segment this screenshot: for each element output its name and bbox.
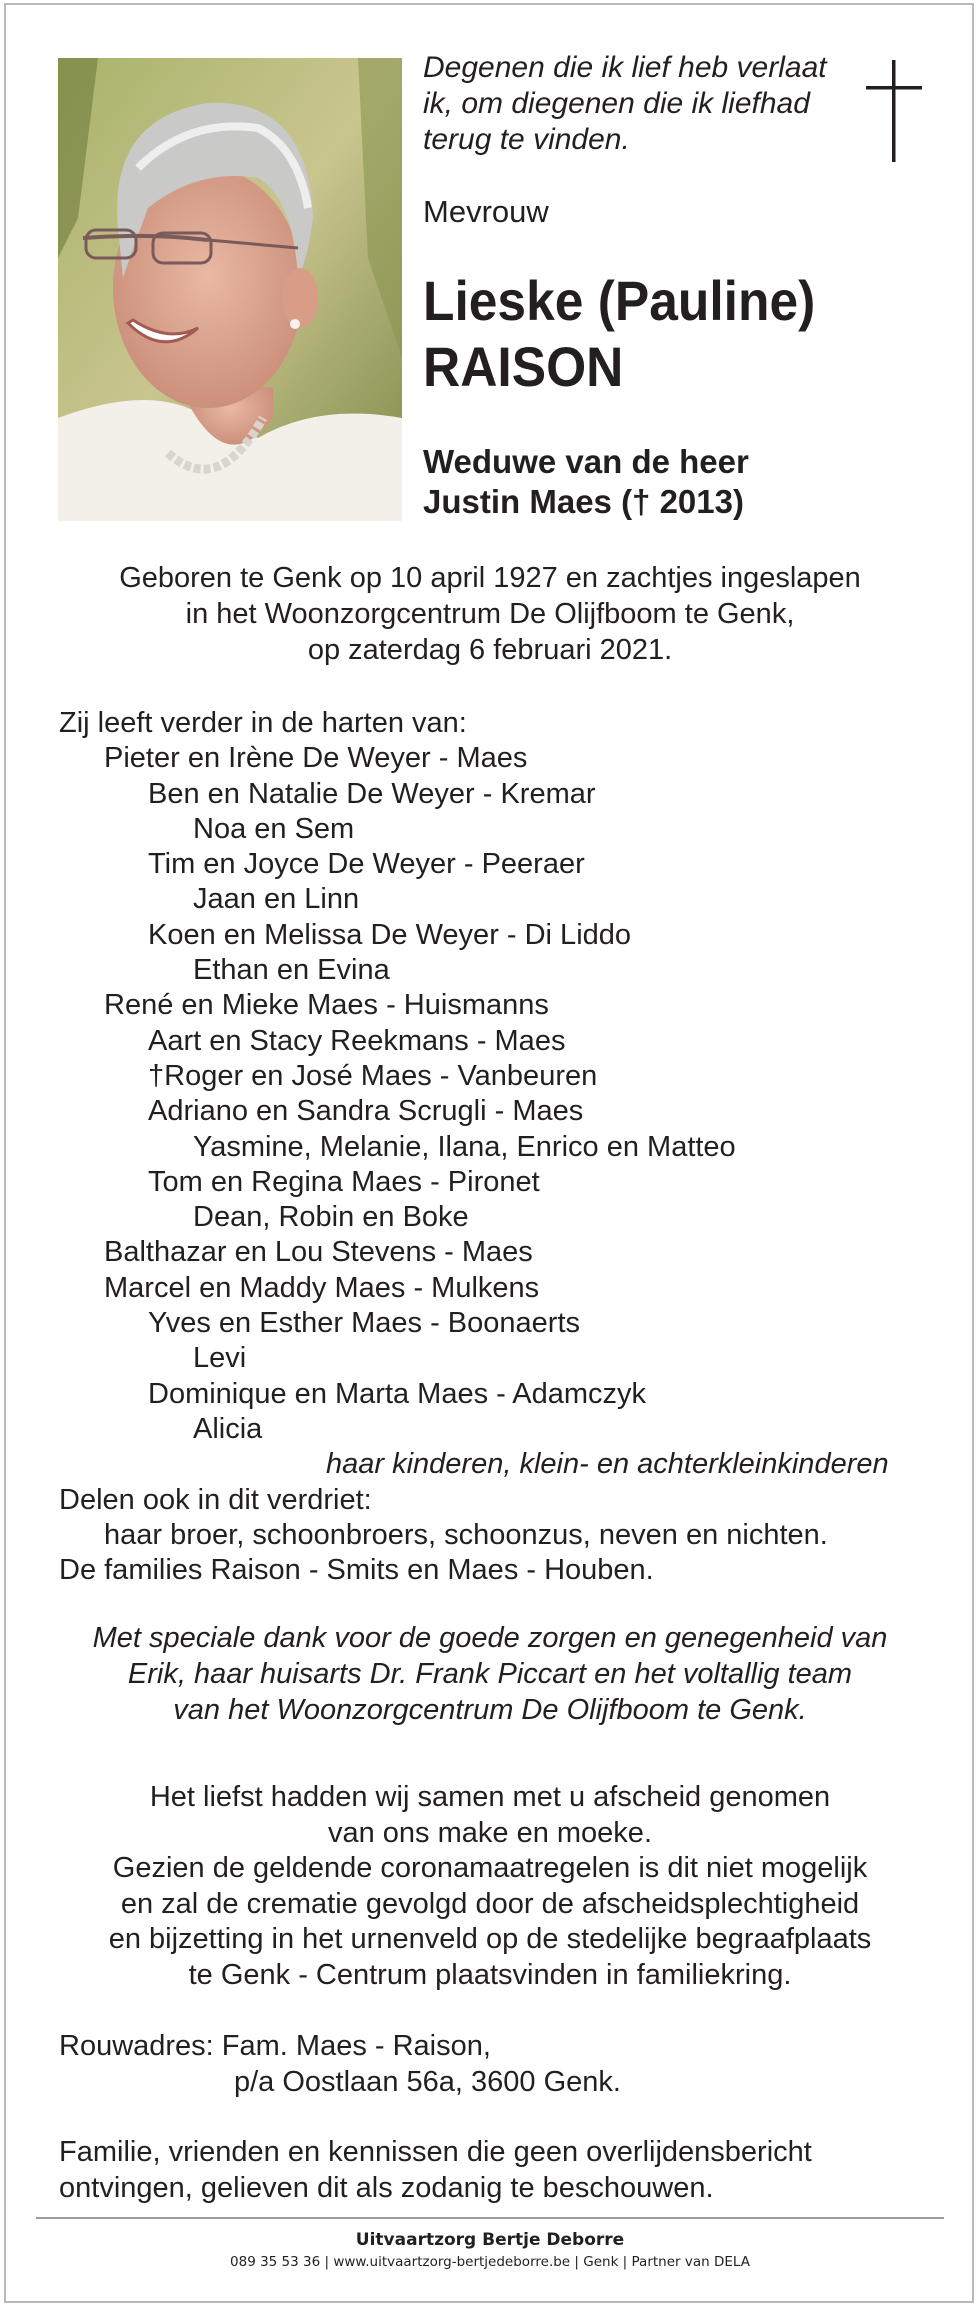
motto-line: terug te vinden. [423,123,630,156]
survivor-line: Dominique en Marta Maes - Adamczyk [148,1377,647,1410]
survivor-line: Yasmine, Melanie, Ilana, Enrico en Matteo [193,1130,736,1163]
survivors-list [59,706,949,1588]
survivor-line: Alicia [193,1412,263,1445]
notice-line: ontvingen, gelieven dit als zodanig te beschouwen. [59,2172,714,2204]
farewell-line: te Genk - Centrum plaatsvinden in familiekring. [188,1958,792,1991]
survivor-line: De families Raison - Smits en Maes - Houben. [59,1554,654,1587]
survivor-line: †Roger en José Maes - Vanbeuren [148,1059,598,1092]
survivor-line: Noa en Sem [193,812,355,845]
deceased-name [423,268,815,400]
survivor-line: Marcel en Maddy Maes - Mulkens [104,1271,540,1304]
survivor-line: haar broer, schoonbroers, schoonzus, neven en nichten. [104,1518,828,1551]
survivor-line: Zij leeft verder in de harten van: [59,707,467,739]
thanks-paragraph [40,1620,940,1728]
birth-line: in het Woonzorgcentrum De Olijfboom te Genk, [185,598,795,630]
funeral-home-name: Uitvaartzorg Bertje Deborre [355,2230,625,2250]
farewell-line: en bijzetting in het urnenveld op de stedelijke begraafplaats [108,1923,872,1955]
birth-death-statement [40,560,940,668]
thanks-line: Met speciale dank voor de goede zorgen en genegenheid van [92,1622,888,1654]
survivor-line: Ethan en Evina [193,954,390,987]
farewell-line: van ons make en moeke. [327,1816,652,1849]
survivor-line: Aart en Stacy Reekmans - Maes [148,1024,566,1057]
address-line: Rouwadres: Fam. Maes - Raison, [59,2030,491,2062]
farewell-line: en zal de crematie gevolgd door de afscheidsplechtigheid [120,1887,860,1920]
survivor-line: Tim en Joyce De Weyer - Peeraer [148,848,585,881]
thanks-line: Erik, haar huisarts Dr. Frank Piccart en het voltallig team [127,1658,853,1690]
notice-paragraph [59,2134,812,2206]
honorific: Mevrouw [423,194,549,229]
survivor-line: Pieter en Irène De Weyer - Maes [104,742,528,775]
farewell-paragraph [40,1780,940,1993]
spouse-line [423,442,749,522]
survivor-line: Adriano en Sandra Scrugli - Maes [148,1095,584,1128]
survivor-line: Ben en Natalie De Weyer - Kremar [148,777,596,810]
mourning-address [59,2028,621,2100]
notice-line: Familie, vrienden en kennissen die geen overlijdensbericht [59,2136,812,2168]
motto-line: ik, om diegenen die ik liefhad [423,87,810,120]
address-line: p/a Oostlaan 56a, 3600 Genk. [234,2066,621,2098]
birth-line: op zaterdag 6 februari 2021. [307,634,673,666]
spouse-text: Weduwe van de heer [423,443,749,480]
portrait-photo [58,58,402,521]
farewell-line: Het liefst hadden wij samen met u afscheid genomen [149,1781,831,1813]
survivor-line: Yves en Esther Maes - Boonaerts [148,1307,580,1340]
survivor-line: Dean, Robin en Boke [193,1201,469,1234]
motto-quote [423,50,863,158]
survivor-line: Delen ook in dit verdriet: [59,1483,372,1516]
survivor-line: Levi [193,1342,247,1375]
thanks-line: van het Woonzorgcentrum De Olijfboom te Genk. [173,1694,807,1726]
survivor-line: haar kinderen, klein- en achterkleinkinderen [326,1448,889,1481]
footer-divider [36,2217,944,2219]
survivor-line: Tom en Regina Maes - Pironet [148,1165,540,1198]
funeral-home-info: 089 35 53 36 | www.uitvaartzorg-bertjedeborre.be | Genk | Partner van DELA [230,2254,750,2270]
survivor-line: René en Mieke Maes - Huismanns [104,989,549,1022]
surname: RAISON [423,335,624,398]
birth-line: Geboren te Genk op 10 april 1927 en zachtjes ingeslapen [119,562,861,594]
portrait-illustration [58,58,402,521]
latin-cross-icon [866,60,922,162]
motto-line: Degenen die ik lief heb verlaat [423,51,827,84]
spouse-name: Justin Maes († 2013) [423,483,744,520]
survivor-line: Balthazar en Lou Stevens - Maes [104,1236,533,1269]
farewell-line: Gezien de geldende coronamaatregelen is dit niet mogelijk [112,1852,868,1884]
name-line: Lieske (Pauline) [423,269,816,332]
survivor-line: Koen en Melissa De Weyer - Di Liddo [148,918,632,951]
survivor-line: Jaan en Linn [193,883,360,916]
